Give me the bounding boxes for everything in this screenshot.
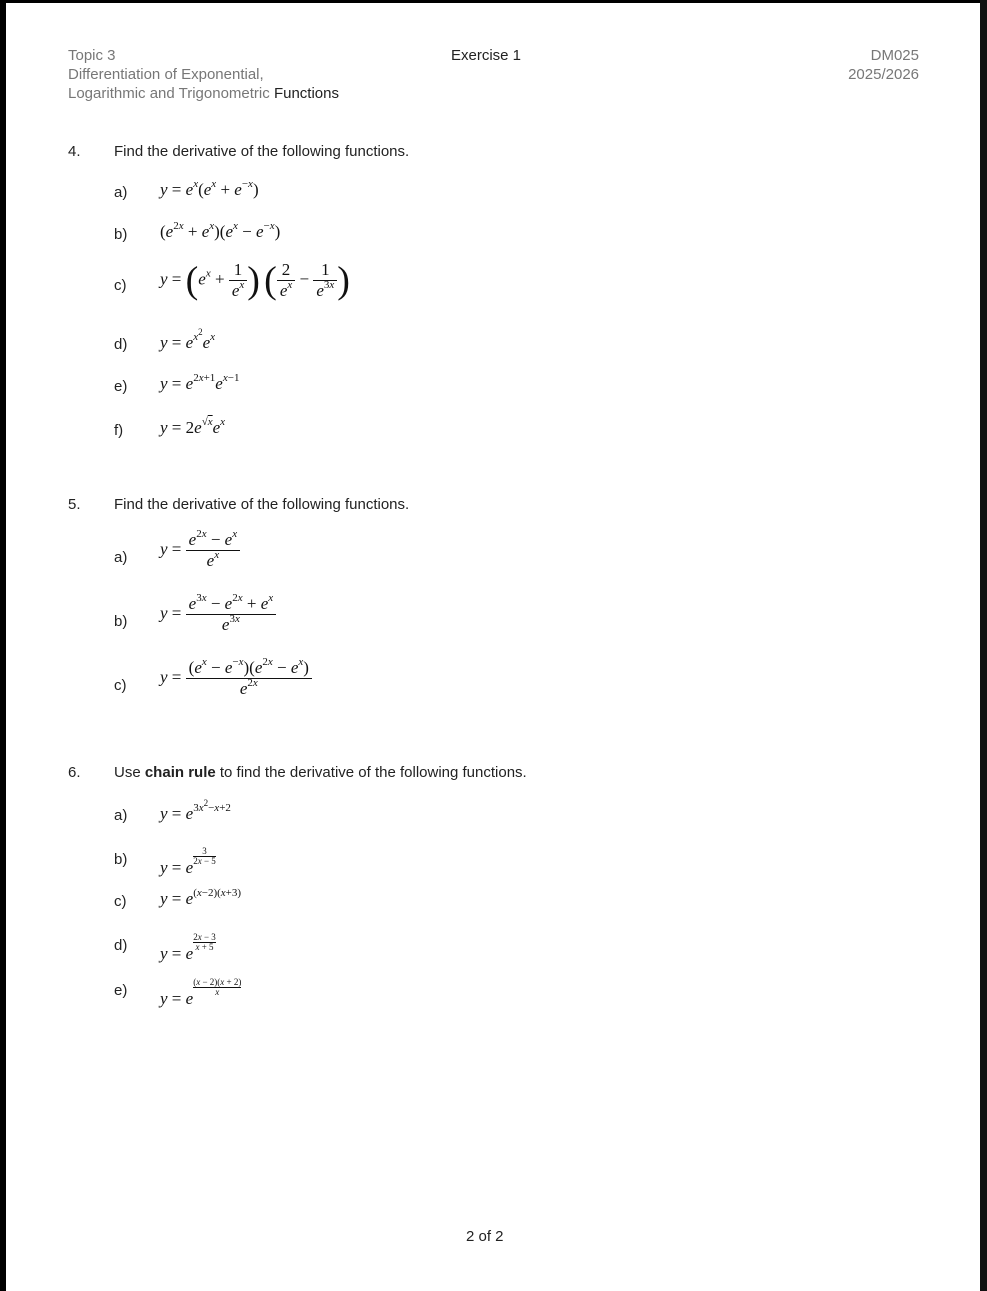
q6-expression-a: $y = e^{3x^2-x+2}$ — [160, 798, 231, 823]
q6-instruction-post: to find the derivative of the following functions. — [215, 764, 527, 781]
q4-expression-c: $y = (e^x$ + $\frac{1}{e^x}$ ) ( $\frac{2}{e^x}$ − $\frac{1}{e^{3x}}$ ) — [160, 259, 350, 302]
q4-label-a: a) — [114, 184, 128, 201]
q6-expression-c: $y = e^{(x-2)(x+3)}$ — [160, 887, 242, 908]
question-4-instruction: Find the derivative of the following functions. — [114, 143, 410, 160]
subtitle-line1: Differentiation of Exponential, — [68, 66, 264, 83]
question-5-instruction: Find the derivative of the following functions. — [114, 496, 410, 513]
q4-expression-b: $(e^{2x} + e^x)(e^x - e^{-x})$ — [160, 220, 281, 241]
question-5-number: 5. — [68, 496, 81, 513]
q6-expression-e: y = e $\frac{(x - 2)(x + 2)}{x}$ — [160, 977, 242, 1008]
q4-label-c: c) — [114, 277, 127, 294]
question-4-number: 4. — [68, 143, 81, 160]
academic-year: 2025/2026 — [848, 66, 919, 83]
q5-expression-c: y = $\frac{(e^x - e^{-x})(e^{2x} - e^x)}{e^{2x}}$ — [160, 658, 312, 699]
header-course-block — [848, 46, 919, 84]
q5-label-c: c) — [114, 677, 127, 694]
exercise-title: Exercise 1 — [451, 47, 522, 64]
subtitle-line2-part2: Functions — [273, 85, 339, 102]
q5-expression-b: y = $\frac{e^{3x} - e^{2x} + e^x}{e^{3x}}$ — [160, 594, 276, 635]
q4-label-f: f) — [114, 422, 124, 439]
q6-expression-b: y = e $\frac{3}{2x - 5}$ — [160, 846, 216, 877]
q6-label-a: a) — [114, 807, 128, 824]
q4-expression-d: $y = e^{x^2}e^x$ — [160, 327, 216, 352]
topic-label: Topic 3 — [68, 47, 116, 64]
header-topic-block — [68, 46, 448, 103]
q4-label-b: b) — [114, 226, 128, 243]
q4-expression-a: $y = e^x(e^x + e^{-x})$ — [160, 178, 259, 199]
q6-expression-d: y = e $\frac{2x - 3}{x + 5}$ — [160, 932, 216, 963]
q4-expression-e: $y = e^{2x+1}e^{x-1}$ — [160, 372, 240, 393]
q6-label-d: d) — [114, 937, 128, 954]
q6-label-c: c) — [114, 893, 127, 910]
document-page — [6, 3, 980, 1291]
q4-label-e: e) — [114, 378, 128, 395]
q6-label-e: e) — [114, 982, 128, 999]
q4-label-d: d) — [114, 336, 128, 353]
q6-instruction-bold: chain rule — [144, 764, 216, 781]
subtitle-line2 — [68, 84, 448, 103]
question-6-number: 6. — [68, 764, 81, 781]
q4-expression-f: $y = 2e^{√x}e^x$ — [160, 416, 226, 437]
course-code: DM025 — [870, 47, 919, 64]
q6-instruction-pre: Use — [114, 764, 145, 781]
q6-label-b: b) — [114, 851, 128, 868]
question-6-instruction — [114, 764, 527, 781]
page-number: 2 of 2 — [466, 1228, 504, 1245]
subtitle-line2-part1: Logarithmic and Trigonometric — [68, 85, 270, 102]
q5-label-b: b) — [114, 613, 128, 630]
q5-label-a: a) — [114, 549, 128, 566]
window-edge — [980, 0, 987, 1291]
q5-expression-a: y = $\frac{e^{2x} - e^x}{e^x}$ — [160, 530, 240, 571]
